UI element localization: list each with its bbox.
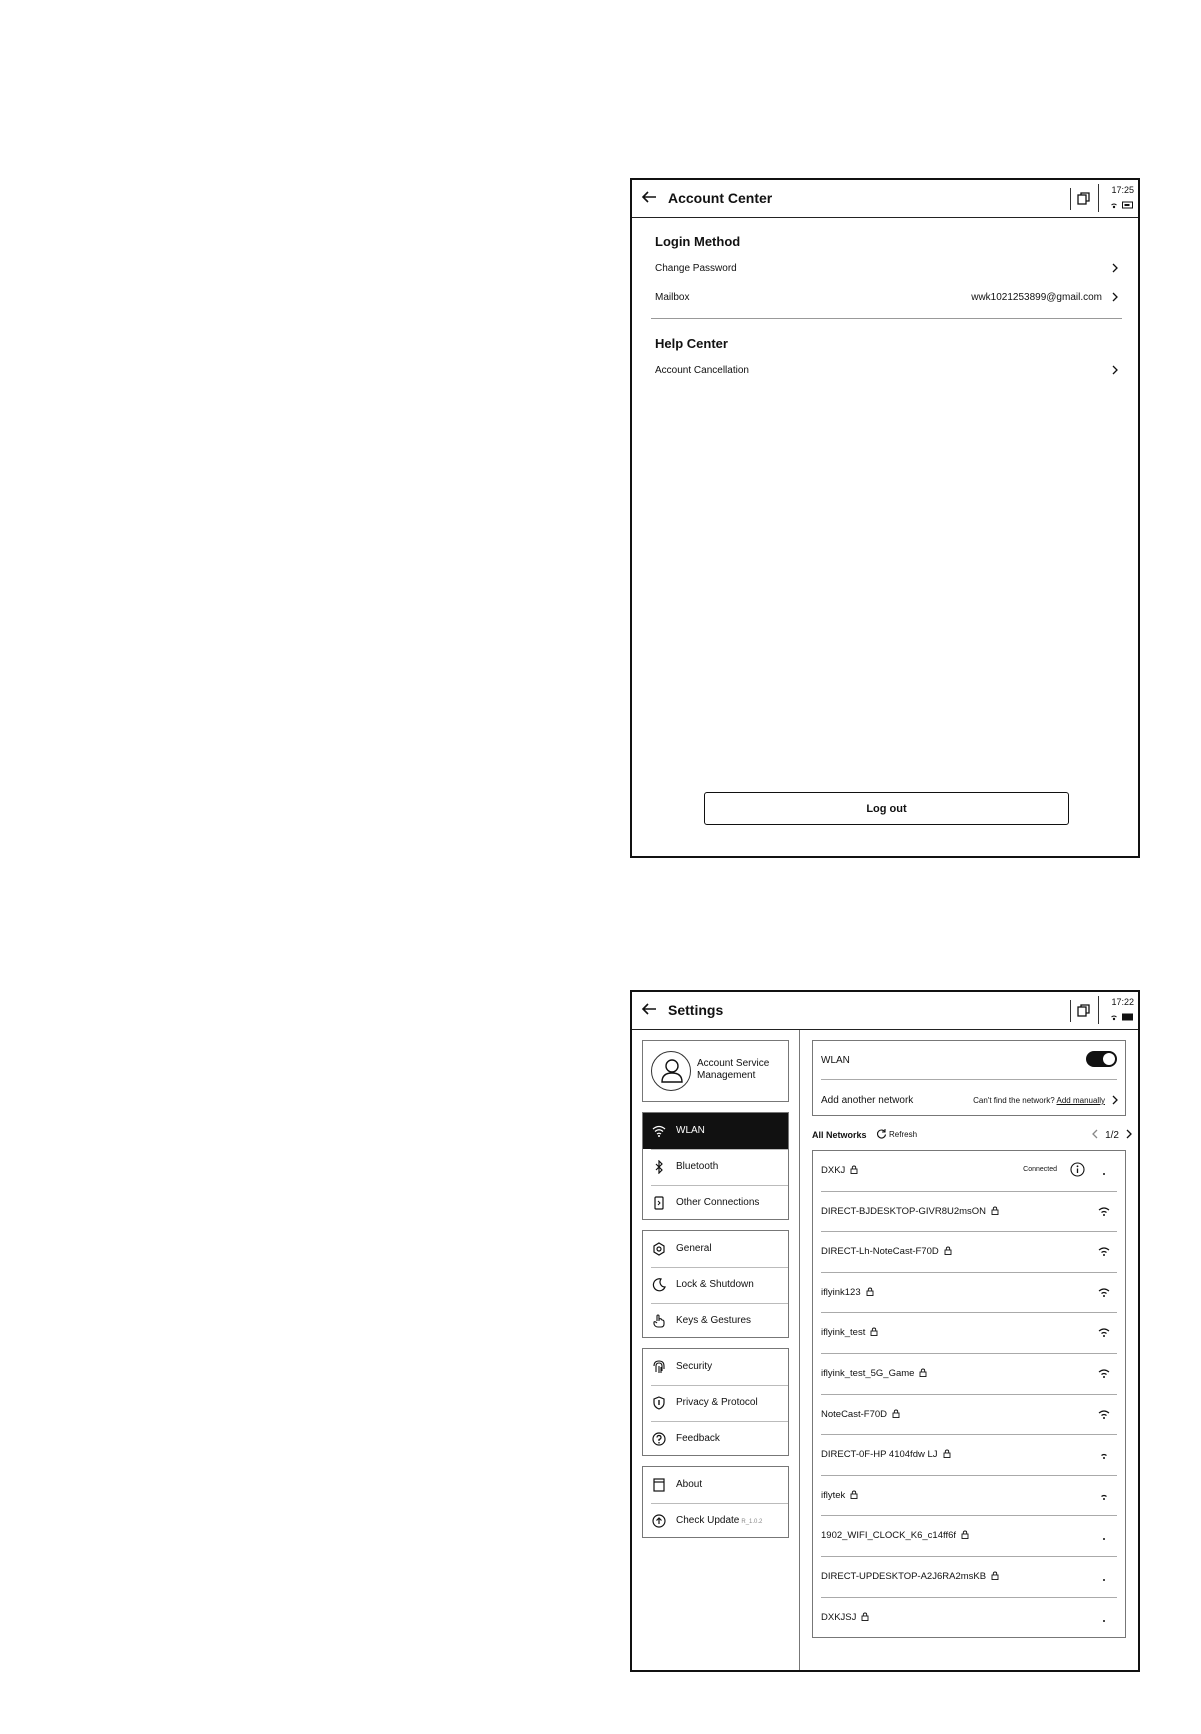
- account-cancellation-label: Account Cancellation: [655, 365, 749, 376]
- lock-icon: [861, 1612, 869, 1621]
- wifi-signal-icon: [1097, 1286, 1111, 1298]
- account-center-screen: [630, 178, 1140, 858]
- chevron-left-icon[interactable]: [1090, 1128, 1100, 1140]
- battery-icon: [1122, 201, 1134, 209]
- top-bar: [632, 992, 1138, 1030]
- wifi-signal-icon: [1097, 1570, 1111, 1582]
- network-item[interactable]: [813, 1354, 1125, 1395]
- network-item[interactable]: [813, 1516, 1125, 1557]
- network-item[interactable]: [813, 1273, 1125, 1314]
- sidebar-item-general[interactable]: General: [643, 1231, 788, 1267]
- lock-icon: [991, 1571, 999, 1580]
- network-name: DXKJ: [821, 1165, 858, 1176]
- lock-icon: [919, 1368, 927, 1377]
- lock-icon: [866, 1287, 874, 1296]
- refresh-button[interactable]: Refresh: [876, 1128, 917, 1139]
- network-name: DIRECT-0F-HP 4104fdw LJ: [821, 1449, 951, 1460]
- wlan-label: WLAN: [821, 1055, 850, 1066]
- document-icon: [652, 1478, 666, 1492]
- moon-icon: [652, 1278, 666, 1292]
- sidebar-item-bluetooth[interactable]: Bluetooth: [643, 1149, 788, 1185]
- wlan-card: [812, 1040, 1126, 1116]
- nav-group-security: [642, 1348, 789, 1456]
- sidebar-item-keys-gestures[interactable]: Keys & Gestures: [643, 1303, 788, 1339]
- sidebar-item-other-connections[interactable]: Other Connections: [643, 1185, 788, 1221]
- add-manually-link[interactable]: Add manually: [1056, 1096, 1105, 1105]
- account-cancellation-row[interactable]: [655, 360, 1122, 382]
- nav-group-general: [642, 1230, 789, 1338]
- network-name: NoteCast-F70D: [821, 1409, 900, 1420]
- network-item[interactable]: [813, 1192, 1125, 1233]
- multi-window-button[interactable]: [1070, 188, 1096, 210]
- wifi-signal-icon: [1097, 1367, 1111, 1379]
- network-item[interactable]: [813, 1232, 1125, 1273]
- lock-icon: [892, 1409, 900, 1418]
- network-item[interactable]: [813, 1151, 1125, 1192]
- wifi-signal-icon: [1097, 1164, 1111, 1176]
- chevron-right-icon: [1110, 364, 1120, 376]
- status-area: [1098, 996, 1134, 1024]
- settings-screen: [630, 990, 1140, 1672]
- section-divider: [651, 318, 1122, 319]
- change-password-row[interactable]: [655, 258, 1122, 280]
- bluetooth-icon: [652, 1160, 666, 1174]
- mailbox-row[interactable]: [655, 287, 1122, 309]
- network-name: DIRECT-BJDESKTOP-GIVR8U2msON: [821, 1206, 999, 1217]
- mailbox-label: Mailbox: [655, 292, 690, 303]
- sidebar-item-feedback[interactable]: Feedback: [643, 1421, 788, 1457]
- login-method-heading: Login Method: [655, 234, 741, 249]
- nav-group-about: [642, 1466, 789, 1538]
- status-clock: 17:25: [1111, 185, 1134, 195]
- wifi-signal-icon: [1097, 1489, 1111, 1501]
- network-name: iflytek: [821, 1490, 858, 1501]
- sidebar-item-security[interactable]: Security: [643, 1349, 788, 1385]
- change-password-label: Change Password: [655, 263, 737, 274]
- lock-icon: [870, 1327, 878, 1336]
- networks-header: [812, 1126, 1134, 1146]
- wifi-status-icon: [1110, 1013, 1118, 1021]
- lock-icon: [991, 1206, 999, 1215]
- network-name: DIRECT-UPDESKTOP-A2J6RA2msKB: [821, 1571, 999, 1582]
- network-item[interactable]: [813, 1557, 1125, 1598]
- status-area: [1098, 184, 1134, 212]
- user-icon: [660, 1058, 684, 1084]
- wifi-signal-icon: [1097, 1245, 1111, 1257]
- wifi-signal-icon: [1097, 1529, 1111, 1541]
- fingerprint-icon: [652, 1360, 666, 1374]
- network-name: iflyink_test: [821, 1327, 878, 1338]
- sidebar-item-wlan[interactable]: WLAN: [643, 1113, 788, 1149]
- refresh-icon: [876, 1128, 887, 1139]
- network-name: 1902_WIFI_CLOCK_K6_c14ff6f: [821, 1530, 969, 1541]
- question-icon: [652, 1432, 666, 1446]
- network-item[interactable]: [813, 1435, 1125, 1476]
- multi-window-icon: [1077, 1004, 1090, 1017]
- chevron-right-icon[interactable]: [1110, 1094, 1120, 1106]
- multi-window-button[interactable]: [1070, 1000, 1096, 1022]
- wifi-icon: [652, 1124, 666, 1138]
- wifi-signal-icon: [1097, 1408, 1111, 1420]
- sidebar-item-about[interactable]: About: [643, 1467, 788, 1503]
- wifi-signal-icon: [1097, 1611, 1111, 1623]
- add-network-label: Add another network: [821, 1095, 914, 1106]
- page-indicator: 1/2: [1105, 1130, 1119, 1141]
- back-arrow-icon[interactable]: [640, 1000, 658, 1018]
- wifi-signal-icon: [1097, 1205, 1111, 1217]
- page-title: Account Center: [668, 190, 773, 206]
- battery-icon: [1122, 1013, 1134, 1021]
- lock-icon: [850, 1490, 858, 1499]
- hand-icon: [652, 1314, 666, 1328]
- settings-sidebar: [632, 1030, 800, 1670]
- chevron-right-icon: [1110, 262, 1120, 274]
- cant-find-network: Can't find the network? Add manually: [973, 1096, 1105, 1105]
- all-networks-heading: All Networks: [812, 1130, 867, 1140]
- multi-window-icon: [1077, 192, 1090, 205]
- network-item[interactable]: [813, 1598, 1125, 1639]
- chevron-right-icon: [1110, 291, 1120, 303]
- help-center-heading: Help Center: [655, 336, 728, 351]
- back-arrow-icon[interactable]: [640, 188, 658, 206]
- page-title: Settings: [668, 1002, 724, 1018]
- account-service-card[interactable]: [642, 1040, 789, 1102]
- connection-status: Connected: [1023, 1166, 1057, 1173]
- network-list: [812, 1150, 1126, 1638]
- wifi-signal-icon: [1097, 1326, 1111, 1338]
- shield-icon: [652, 1396, 666, 1410]
- phone-connection-icon: [652, 1196, 666, 1210]
- wifi-status-icon: [1110, 201, 1118, 209]
- network-name: DXKJSJ: [821, 1612, 869, 1623]
- lock-icon: [943, 1449, 951, 1458]
- lock-icon: [961, 1530, 969, 1539]
- mailbox-value: wwk1021253899@gmail.com: [971, 292, 1102, 303]
- nav-group-connections: [642, 1112, 789, 1220]
- wifi-signal-icon: [1097, 1448, 1111, 1460]
- gear-icon: [652, 1242, 666, 1256]
- network-name: DIRECT-Lh-NoteCast-F70D: [821, 1246, 952, 1257]
- chevron-right-icon[interactable]: [1124, 1128, 1134, 1140]
- wlan-toggle[interactable]: [1086, 1051, 1117, 1067]
- wlan-panel: [800, 1030, 1138, 1670]
- avatar: [651, 1051, 691, 1091]
- sidebar-item-check-update[interactable]: Check Update R_1.0.2: [643, 1503, 788, 1539]
- lock-icon: [944, 1246, 952, 1255]
- upload-icon: [652, 1514, 666, 1528]
- account-service-label: Account Service Management: [697, 1058, 770, 1081]
- sidebar-item-lock-shutdown[interactable]: Lock & Shutdown: [643, 1267, 788, 1303]
- info-icon[interactable]: [1070, 1162, 1085, 1177]
- version-label: R_1.0.2: [741, 1519, 763, 1525]
- pager: [1090, 1128, 1134, 1141]
- top-bar: [632, 180, 1138, 218]
- lock-icon: [850, 1165, 858, 1174]
- logout-button[interactable]: Log out: [704, 792, 1069, 825]
- network-item[interactable]: [813, 1476, 1125, 1517]
- network-item[interactable]: [813, 1395, 1125, 1436]
- network-item[interactable]: [813, 1313, 1125, 1354]
- network-name: iflyink_test_5G_Game: [821, 1368, 927, 1379]
- status-clock: 17:22: [1111, 997, 1134, 1007]
- sidebar-item-privacy-protocol[interactable]: Privacy & Protocol: [643, 1385, 788, 1421]
- network-name: iflyink123: [821, 1287, 874, 1298]
